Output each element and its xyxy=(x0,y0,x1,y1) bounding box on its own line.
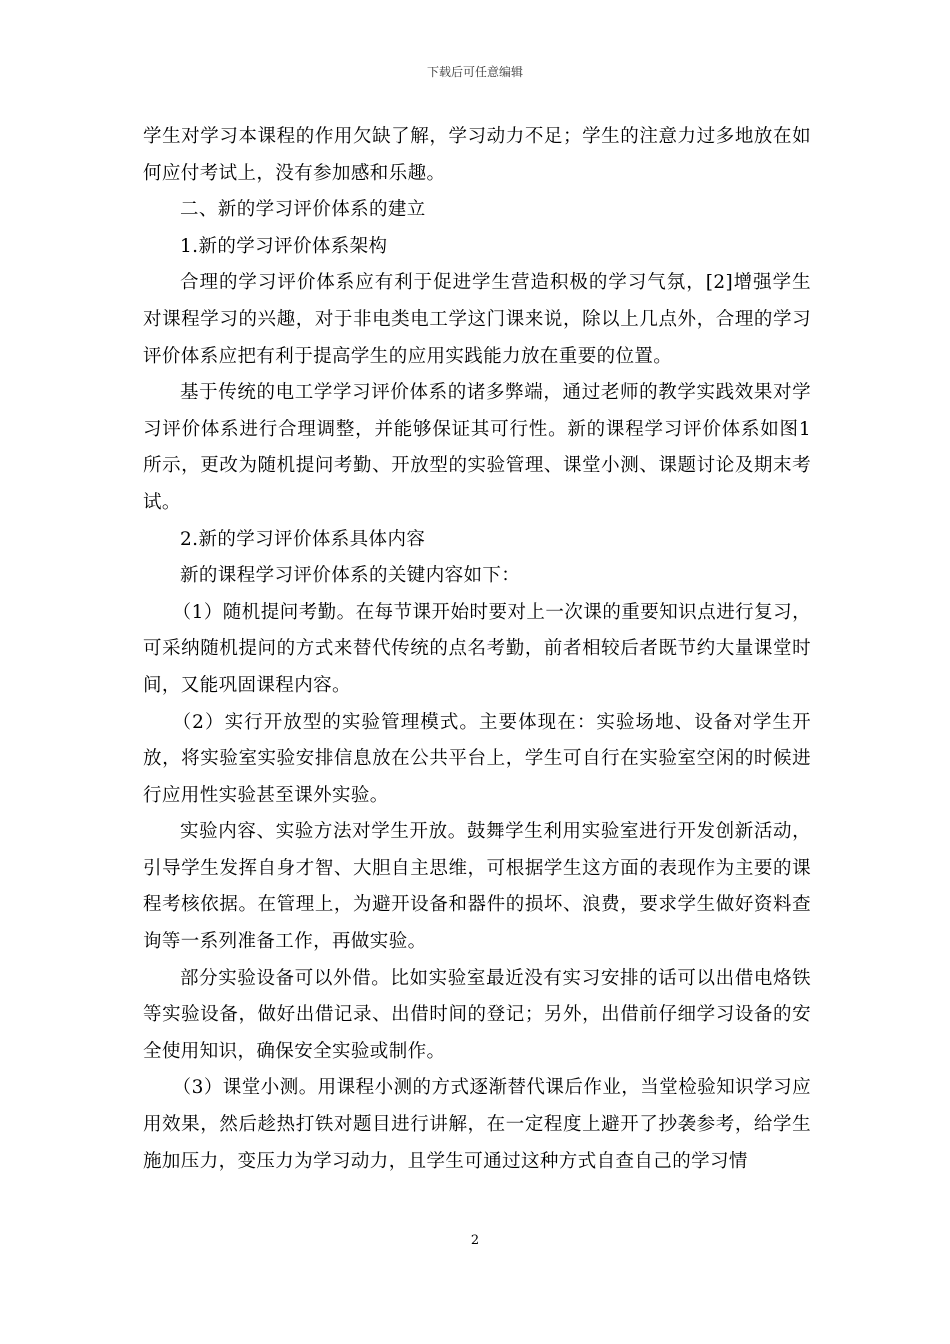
list-item-2: （2）实行开放型的实验管理模式。主要体现在：实验场地、设备对学生开放，将实验室实验安排信息放在公共平台上，学生可自行在实验室空闲的时候进行应用性实验甚至课外实验。 xyxy=(143,711,811,806)
list-item-3: （3）课堂小测。用课程小测的方式逐渐替代课后作业，当堂检验知识学习应用效果，然后趁热打铁对题目进行讲解，在一定程度上避开了抄袭参考，给学生施加压力，变压力为学习动力，且学生可通过这种方式自查自己的学习情 xyxy=(143,1077,811,1172)
document-body xyxy=(143,119,811,1180)
subsection-heading-2: 2.新的学习评价体系具体内容 xyxy=(180,528,426,550)
list-item-1: （1）随机提问考勤。在每节课开始时要对上一次课的重要知识点进行复习，可采纳随机提问的方式来替代传统的点名考勤，前者相较后者既节约大量课堂时间，又能巩固课程内容。 xyxy=(143,601,811,696)
page-number: 2 xyxy=(470,1233,480,1248)
subsection-heading-1: 1.新的学习评价体系架构 xyxy=(180,235,388,257)
paragraph: 部分实验设备可以外借。比如实验室最近没有实习安排的话可以出借电烙铁等实验设备，做好出借记录、出借时间的登记；另外，出借前仔细学习设备的安全使用知识，确保安全实验或制作。 xyxy=(143,967,811,1062)
paragraph: 基于传统的电工学学习评价体系的诸多弊端，通过老师的教学实践效果对学习评价体系进行合理调整，并能够保证其可行性。新的课程学习评价体系如图1所示，更改为随机提问考勤、开放型的实验管理、课堂小测、课题讨论及期末考试。 xyxy=(143,382,811,513)
paragraph-continuation: 学生对学习本课程的作用欠缺了解，学习动力不足；学生的注意力过多地放在如何应付考试上，没有参加感和乐趣。 xyxy=(143,126,811,184)
paragraph: 合理的学习评价体系应有利于促进学生营造积极的学习气氛，[2]增强学生对课程学习的兴趣，对于非电类电工学这门课来说，除以上几点外，合理的学习评价体系应把有利于提高学生的应用实践能力放在重要的位置。 xyxy=(143,272,811,367)
page-header: 下载后可任意编辑 xyxy=(426,65,523,79)
paragraph: 实验内容、实验方法对学生开放。鼓舞学生利用实验室进行开发创新活动，引导学生发挥自身才智、大胆自主思维，可根据学生这方面的表现作为主要的课程考核依据。在管理上，为避开设备和器件的损坏、浪费，要求学生做好资料查询等一系列准备工作，再做实验。 xyxy=(143,821,811,953)
section-heading: 二、新的学习评价体系的建立 xyxy=(180,199,426,221)
paragraph: 新的课程学习评价体系的关键内容如下： xyxy=(180,565,521,587)
